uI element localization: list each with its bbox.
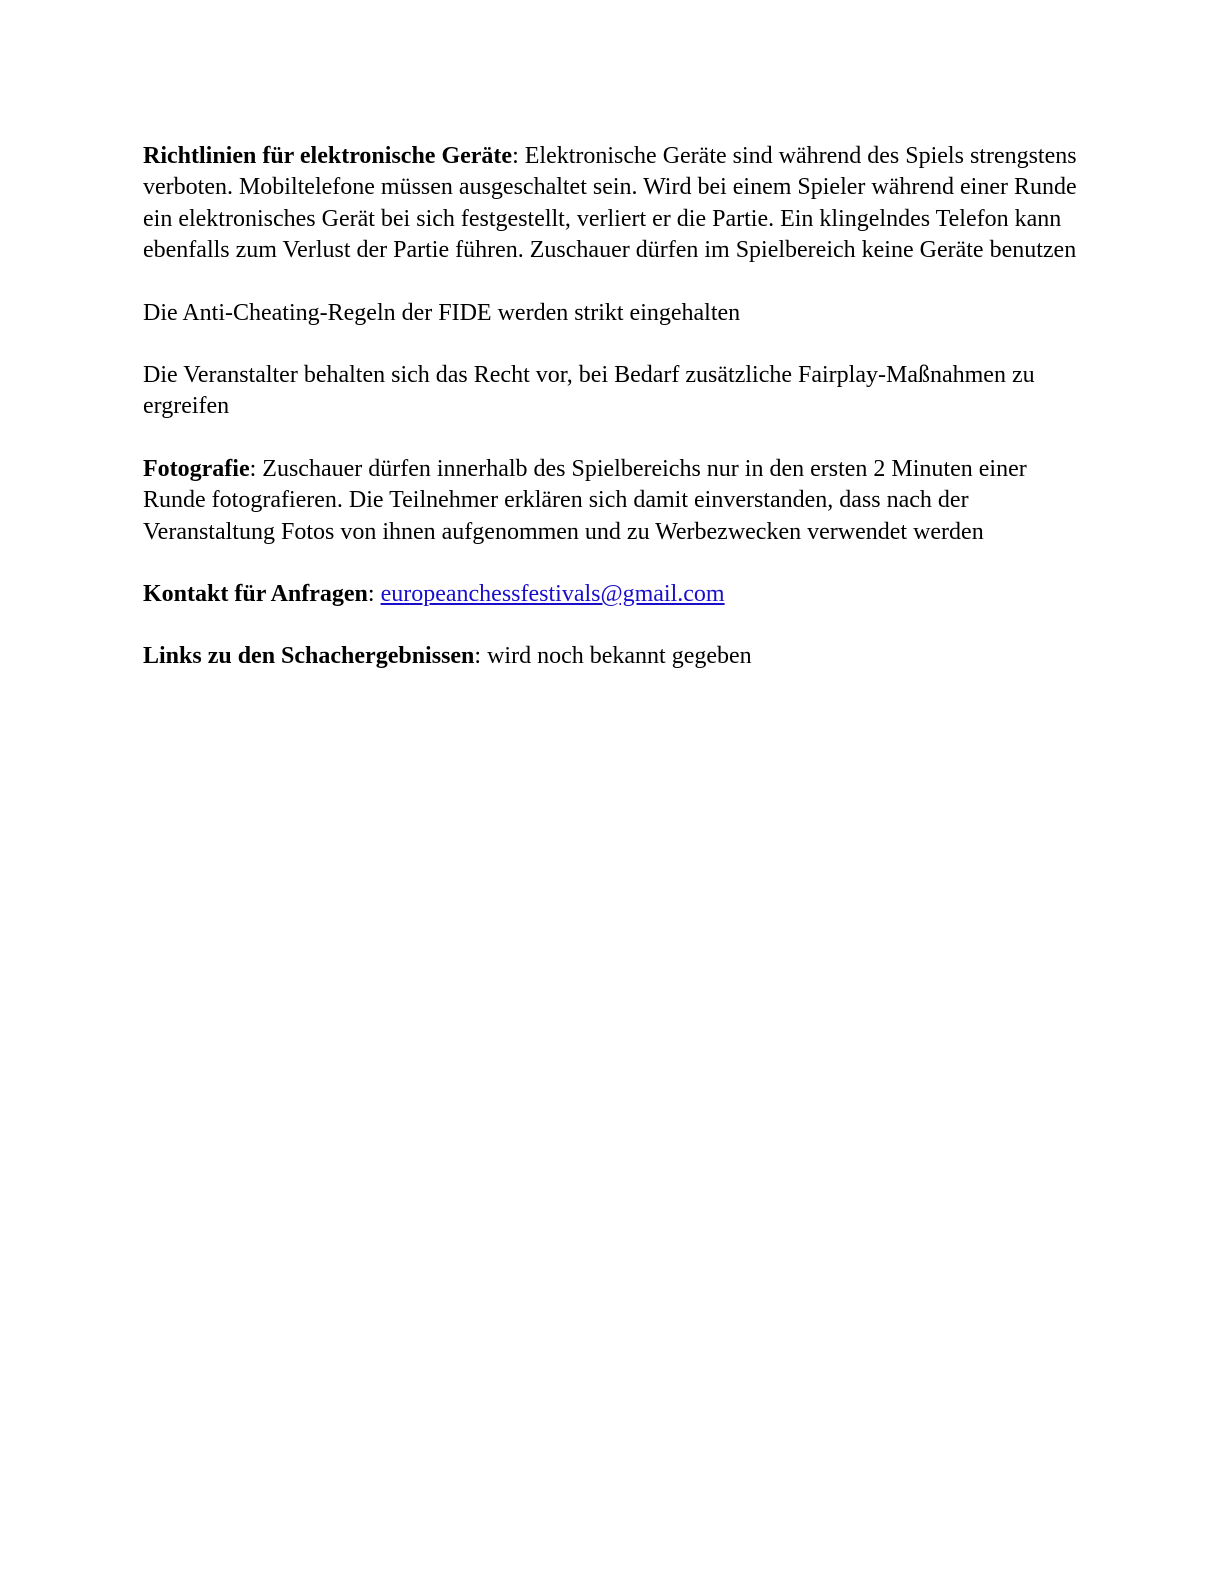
contact-label: Kontakt für Anfragen	[143, 581, 368, 608]
photography-separator: :	[249, 455, 263, 482]
document-page	[143, 141, 1083, 704]
electronics-separator: :	[512, 143, 525, 169]
photography-label: Fotografie	[143, 455, 250, 482]
photography-paragraph	[143, 454, 1083, 548]
electronics-text: Elektronische Geräte sind während des Spiels strengstens verboten. Mobiltelefone müssen ausgeschaltet sein. Wird bei einem Spieler während einer Runde ein elektronisches Gerät bei sich festgestellt, verliert er die Partie. Ein klingelndes Telefon kann ebenfalls zum Verlust der Partie führen. Zuschauer dürfen im Spielbereich keine Geräte benutzen	[143, 143, 1077, 264]
results-text: wird noch bekannt gegeben	[487, 643, 752, 670]
electronics-label: Richtlinien für elektronische Geräte	[143, 143, 513, 169]
results-separator: :	[474, 643, 488, 670]
contact-paragraph	[143, 579, 1083, 610]
fairplay-text: Die Veranstalter behalten sich das Recht vor, bei Bedarf zusätzliche Fairplay-Maßnahmen zu ergreifen	[143, 362, 1035, 420]
anti-cheating-text: Die Anti-Cheating-Regeln der FIDE werden strikt eingehalten	[143, 299, 741, 326]
results-paragraph	[143, 641, 1083, 672]
electronics-paragraph	[143, 141, 1083, 267]
anti-cheating-paragraph	[143, 298, 1083, 329]
results-label: Links zu den Schachergebnissen	[143, 643, 475, 670]
contact-email-link[interactable]: europeanchessfestivals@gmail.com	[380, 581, 725, 608]
contact-separator: :	[367, 581, 381, 608]
photography-text: Zuschauer dürfen innerhalb des Spielbereichs nur in den ersten 2 Minuten einer Runde fotografieren. Die Teilnehmer erklären sich damit einverstanden, dass nach der Veranstaltung Fotos von ihnen aufgenommen und zu Werbezwecken verwendet werden	[143, 455, 1027, 545]
fairplay-paragraph	[143, 360, 1083, 423]
